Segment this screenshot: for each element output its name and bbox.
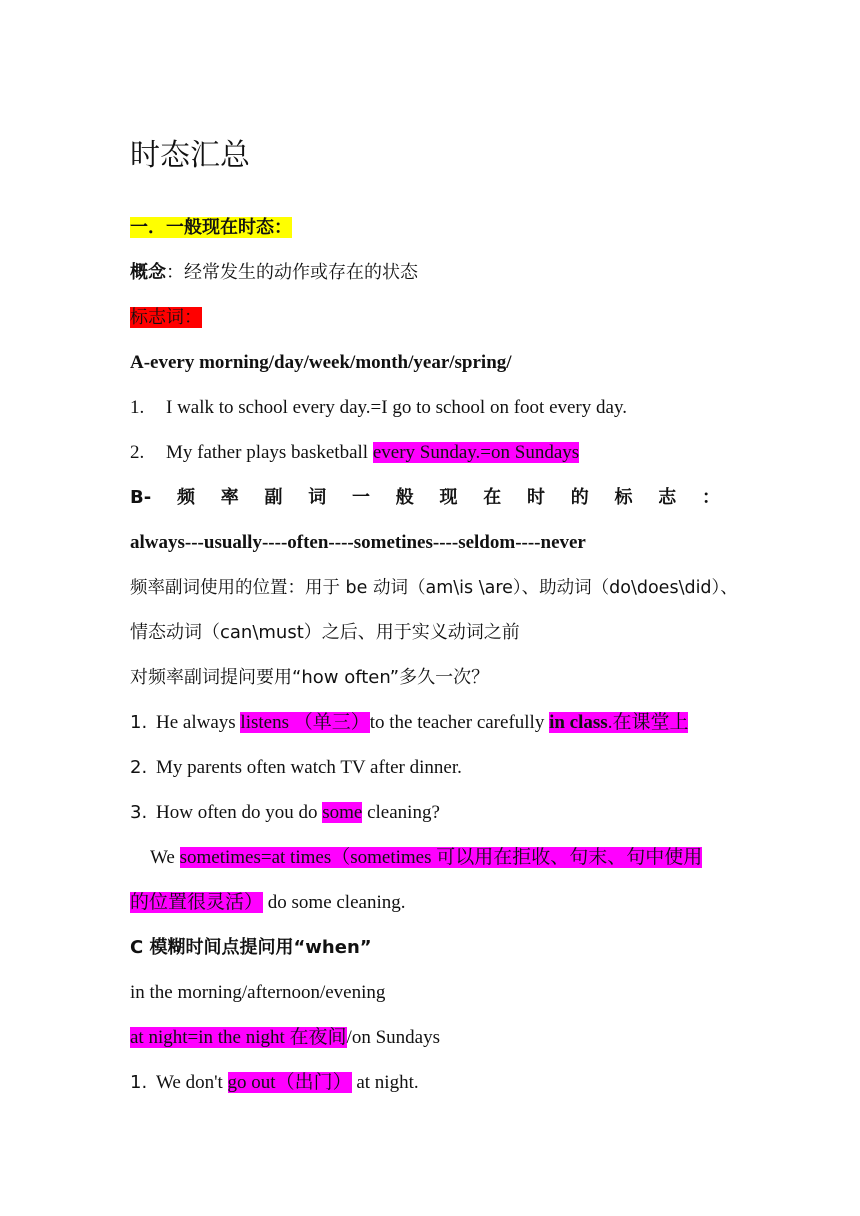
sentence-3-text-b: cleaning? bbox=[362, 802, 440, 823]
marker-b-char: 频 bbox=[176, 487, 195, 508]
c-sentence-1-highlight: go out（出门） bbox=[227, 1072, 352, 1093]
sentence-3-answer-text-a: We bbox=[150, 847, 180, 868]
marker-b-char: 时 bbox=[526, 487, 545, 508]
sentence-3-answer-highlight-2: 的位置很灵活） bbox=[130, 892, 264, 913]
sentence-1-highlight-rest: .在课堂上 bbox=[607, 712, 689, 733]
sentence-1-number: 1. bbox=[130, 712, 148, 733]
sentence-3-answer bbox=[150, 843, 702, 873]
c-sentence-1-text-b: at night. bbox=[351, 1072, 419, 1093]
sentence-1-highlight-bold: in class bbox=[549, 712, 608, 733]
marker-b-char: 副 bbox=[264, 487, 283, 508]
page-title: 时态汇总 bbox=[130, 138, 250, 173]
marker-b-char: 志 bbox=[658, 487, 677, 508]
sentence-2-text: My parents often watch TV after dinner. bbox=[156, 757, 462, 778]
example-1-number: 1. bbox=[130, 397, 145, 418]
concept-label: 概念 bbox=[130, 262, 166, 283]
sentence-1-highlight-1: listens （单三） bbox=[240, 712, 370, 733]
c-line-1: in the morning/afternoon/evening bbox=[130, 982, 386, 1003]
marker-b-char: 般 bbox=[395, 487, 414, 508]
marker-a-line: A-every morning/day/week/month/year/spring/ bbox=[130, 352, 512, 373]
example-1-text: I walk to school every day.=I go to school on foot every day. bbox=[166, 397, 627, 418]
example-1 bbox=[130, 393, 627, 423]
sentence-3 bbox=[130, 798, 440, 828]
section1-heading-text: 一．一般现在时态： bbox=[130, 217, 292, 238]
frequency-list: always---usually----often----sometines----seldom----never bbox=[130, 532, 586, 553]
sentence-1 bbox=[130, 708, 688, 738]
marker-label: 标志词： bbox=[130, 307, 202, 328]
marker-b-char: B- bbox=[130, 487, 152, 508]
position-line-1: 频率副词使用的位置：用于 be 动词（am\is \are）、助动词（do\does\did）、 bbox=[130, 578, 738, 598]
sentence-2-number: 2. bbox=[130, 757, 148, 778]
example-2-number: 2. bbox=[130, 442, 145, 463]
c-line-2-rest: /on Sundays bbox=[346, 1027, 440, 1048]
example-2 bbox=[130, 438, 579, 468]
position-line-2: 情态动词（can\must）之后、用于实义动词之前 bbox=[130, 622, 520, 643]
concept-text: ：经常发生的动作或存在的状态 bbox=[166, 262, 418, 283]
sentence-3-answer-text-b: do some cleaning. bbox=[263, 892, 406, 913]
sentence-3-number: 3. bbox=[130, 802, 148, 823]
sentence-1-highlight-2 bbox=[549, 712, 688, 733]
c-sentence-1 bbox=[130, 1068, 419, 1098]
marker-b-char: 标 bbox=[614, 487, 633, 508]
example-2-text: My father plays basketball bbox=[166, 442, 373, 463]
marker-b-char: 一 bbox=[351, 487, 370, 508]
marker-b-char: 现 bbox=[439, 487, 458, 508]
sentence-2 bbox=[130, 753, 462, 783]
marker-b-line bbox=[130, 483, 720, 513]
marker-b-char: 词 bbox=[308, 487, 327, 508]
concept-line bbox=[130, 258, 418, 288]
sentence-1-text-a: He always bbox=[156, 712, 241, 733]
marker-c-line: C 模糊时间点提问用“when” bbox=[130, 937, 372, 958]
section1-heading bbox=[130, 213, 292, 243]
marker-b-char: 在 bbox=[483, 487, 502, 508]
marker-b-char: 的 bbox=[570, 487, 589, 508]
c-line-2 bbox=[130, 1023, 440, 1053]
sentence-3-highlight: some bbox=[322, 802, 363, 823]
example-2-highlight: every Sunday.=on Sundays bbox=[372, 442, 580, 463]
marker-b-char: 率 bbox=[220, 487, 239, 508]
sentence-3-answer-cont bbox=[130, 888, 405, 918]
sentence-3-answer-highlight-1: sometimes=at times（sometimes 可以用在拒收、句末、句中使用 bbox=[179, 847, 703, 868]
sentence-1-text-b: to the teacher carefully bbox=[369, 712, 550, 733]
how-often-line: 对频率副词提问要用“how often”多久一次？ bbox=[130, 667, 490, 688]
c-sentence-1-text-a: We don't bbox=[156, 1072, 228, 1093]
marker-line bbox=[130, 303, 202, 333]
sentence-3-text-a: How often do you do bbox=[156, 802, 323, 823]
c-sentence-1-number: 1. bbox=[130, 1072, 148, 1093]
c-line-2-highlight: at night=in the night 在夜间 bbox=[130, 1027, 347, 1048]
marker-b-char: ： bbox=[701, 487, 720, 508]
